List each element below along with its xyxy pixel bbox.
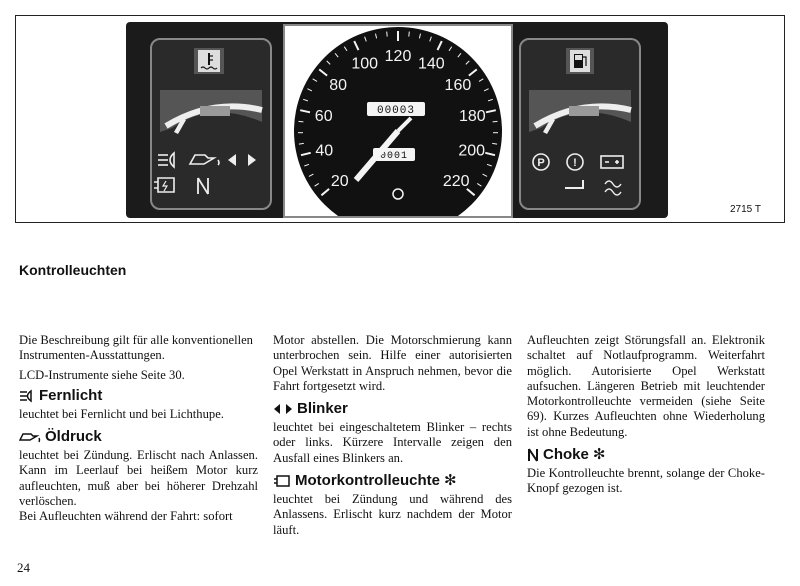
- speed-label: 80: [329, 77, 347, 95]
- speed-label: 160: [444, 77, 472, 95]
- choke-icon: [198, 178, 208, 194]
- speedometer: [285, 26, 511, 216]
- choke-title: Choke: [543, 446, 589, 464]
- engine-check-icon: [154, 178, 174, 192]
- motor-text: leuchtet bei Zündung und während des Anlassens. Erlischt kurz nachdem der Motor läuft.: [273, 492, 512, 537]
- odometer: [367, 102, 425, 117]
- battery-icon: [601, 156, 623, 168]
- speed-tick: [492, 143, 497, 144]
- choke-heading: [527, 444, 765, 466]
- column-1: [19, 333, 258, 525]
- speed-tick: [387, 32, 388, 37]
- page-number: 24: [17, 560, 30, 575]
- section-title: Kontrolleuchten: [19, 262, 127, 278]
- motor-heading: [273, 470, 512, 492]
- high-beam-icon: [19, 389, 35, 403]
- glow-plug-icon: [605, 181, 621, 195]
- speed-tick: [299, 143, 304, 144]
- fuel-icon: [570, 50, 590, 72]
- speed-label: 100: [351, 55, 379, 73]
- wrench-indicator: [565, 180, 583, 188]
- speedometer-panel: [283, 24, 513, 218]
- oil-pressure-icon: [19, 431, 41, 443]
- speed-tick: [299, 121, 304, 122]
- engine-check-icon: [273, 474, 291, 488]
- speed-label: 180: [458, 108, 486, 126]
- speed-label: 140: [417, 55, 445, 73]
- choke-icon: [527, 448, 539, 462]
- choke-star: ✻: [592, 446, 606, 464]
- left-warning-lamps: [152, 150, 266, 200]
- speed-label: 220: [442, 172, 470, 190]
- fernlicht-heading: [19, 385, 258, 407]
- motor-continued: Aufleuchten zeigt Störungsfall an. Elektronik schaltet auf Notlaufprogramm. Weiterfahrt möglich. Autorisierte Opel Werkstatt aufsuchen. Längeren Betrieb mit leuchtender Motorkontrolleuchte vermeiden (siehe Seite 69). Kurzes Aufleuchten ohne Wiederholung ist ohne Bedeutung.: [527, 333, 765, 439]
- motor-title: Motorkontrolleuchte: [295, 472, 440, 490]
- column-2: [273, 333, 512, 538]
- odometer-value: 00003: [376, 105, 416, 117]
- svg-text:P: P: [537, 157, 545, 169]
- turn-signal-icon: [228, 154, 256, 166]
- high-beam-icon: [158, 153, 174, 167]
- blinker-text: leuchtet bei eingeschaltetem Blinker – rechts oder links. Kürzere Intervalle zeigen den Ausfall eines Blinkers an.: [273, 420, 512, 465]
- oeldruck-title: Öldruck: [45, 428, 102, 446]
- turn-signal-icon: [273, 403, 293, 415]
- blinker-heading: [273, 398, 512, 420]
- right-warning-lamps: [521, 150, 635, 200]
- fernlicht-title: Fernlicht: [39, 386, 103, 404]
- choke-text: Die Kontrolleuchte brennt, solange der Choke-Knopf gezogen ist.: [527, 466, 765, 496]
- figure-number: 2715 T: [730, 204, 761, 215]
- oeldruck-continued: Motor abstellen. Die Motorschmierung kann unterbrochen sein. Hilfe einer autorisierten Opel Werkstatt in Anspruch nehmen, bevor die Fahrt fortgesetzt wird.: [273, 333, 512, 393]
- brake-warning-icon: [567, 154, 583, 170]
- oeldruck-heading: [19, 426, 258, 448]
- fernlicht-text: leuchtet bei Fernlicht und bei Lichthupe.: [19, 406, 224, 421]
- oeldruck-text-2: Bei Aufleuchten während der Fahrt: sofort: [19, 509, 233, 524]
- motor-star: ✻: [444, 472, 457, 490]
- svg-text:!: !: [573, 157, 577, 169]
- coolant-temp-icon: [198, 50, 220, 72]
- speed-tick: [493, 121, 498, 122]
- lcd-reference: LCD-Instrumente siehe Seite 30.: [19, 367, 185, 382]
- speed-label: 60: [314, 108, 333, 126]
- speed-label: 20: [330, 172, 349, 190]
- blinker-title: Blinker: [297, 400, 348, 418]
- parking-brake-icon: [533, 154, 549, 170]
- oeldruck-text: leuchtet bei Zündung. Erlischt nach Anlassen. Kann im Leerlauf bei heißem Motor kurz aufleuchten, muß aber bei höherer Drehzahl verlöschen.: [19, 448, 258, 509]
- column-3: [527, 333, 765, 497]
- speed-label: 120: [384, 48, 412, 65]
- speed-label: 40: [315, 142, 334, 160]
- speed-tick: [409, 32, 410, 37]
- speed-label: 200: [458, 142, 486, 160]
- intro-text: Die Beschreibung gilt für alle konventionellen Instrumenten-Ausstattungen.: [19, 333, 253, 363]
- trip-value: 0001: [379, 151, 409, 162]
- oil-pressure-icon: [190, 155, 219, 165]
